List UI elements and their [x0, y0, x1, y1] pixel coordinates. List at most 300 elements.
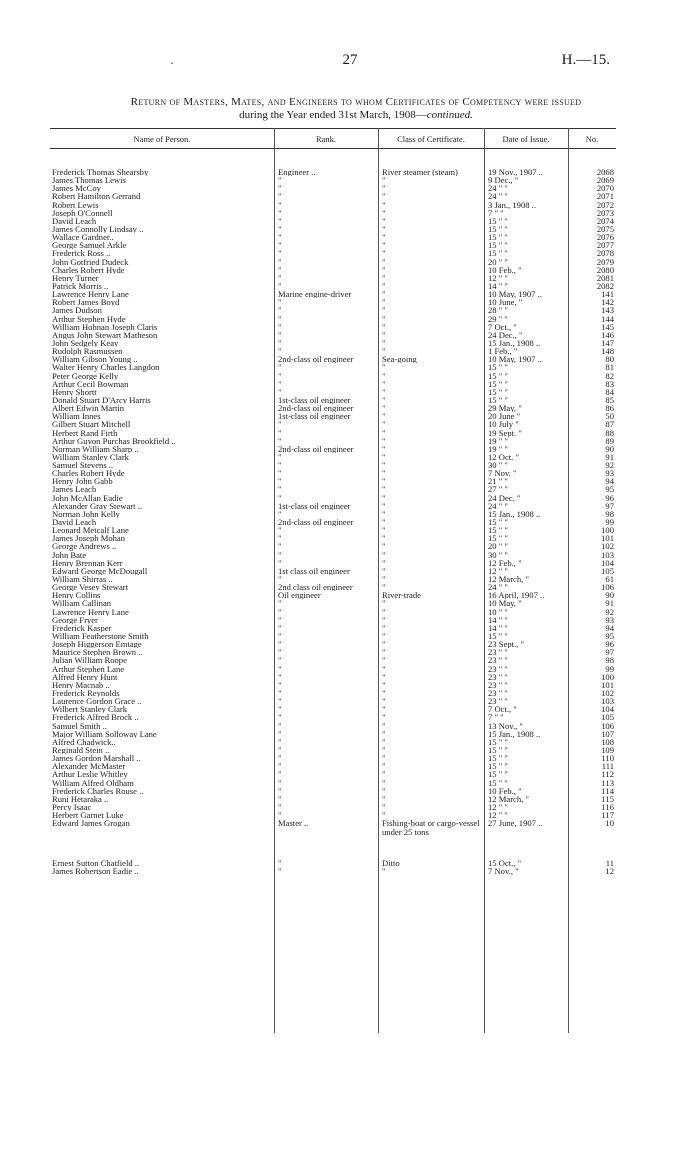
table-row — [50, 168, 616, 176]
person-name: Henry Macnab .. — [52, 680, 110, 690]
date-of-issue: 12 March, " — [488, 575, 529, 584]
person-name: Samuel Stevens .. — [52, 461, 114, 470]
rank: " — [278, 794, 282, 803]
rank: Oil engineer — [278, 591, 321, 600]
certificate-class: " — [382, 672, 386, 681]
person-name: Donald Stuart D'Arcy Harris — [52, 395, 151, 405]
person-name: Herbert Rand Firth — [52, 428, 118, 437]
table-row — [50, 510, 616, 518]
certificate-class: " — [382, 721, 386, 730]
certificate-number: 90 — [605, 591, 614, 600]
certificate-number: 80 — [605, 355, 614, 364]
date-of-issue: 20 " " — [488, 542, 508, 551]
certificate-number: 117 — [601, 811, 614, 820]
certificate-class: " — [382, 534, 386, 543]
certificate-class: " — [382, 640, 386, 649]
table-row — [50, 779, 616, 787]
title-line-2 — [50, 109, 662, 122]
person-name: Arthur Guyon Purchas Brookfield .. — [52, 436, 176, 445]
certificate-class: " — [382, 656, 386, 665]
rank: " — [278, 623, 282, 633]
table-row — [50, 225, 616, 233]
person-name: Reginald Stein .. — [52, 745, 110, 755]
rank: " — [278, 452, 282, 462]
certificate-class: " — [382, 542, 386, 551]
certificate-number: 112 — [601, 770, 614, 779]
person-name: George Samuel Arkle — [52, 241, 127, 250]
certificate-number: 99 — [605, 518, 614, 527]
rank: " — [278, 672, 282, 681]
certificate-number: 95 — [605, 485, 614, 494]
person-name: Runi Hetaraka .. — [52, 794, 109, 803]
date-of-issue: 10 June, " — [488, 298, 523, 307]
rank: " — [278, 656, 282, 665]
certificate-number: 93 — [605, 469, 614, 478]
certificate-class: " — [382, 615, 386, 624]
rank: " — [278, 379, 282, 388]
person-name: Alexander McMaster — [52, 762, 126, 771]
date-of-issue: 10 Feb., " — [488, 786, 522, 795]
table-row — [50, 388, 616, 396]
certificate-class: " — [382, 623, 386, 633]
row-gap — [50, 847, 616, 859]
rank: " — [278, 306, 282, 315]
certificate-number: 97 — [605, 501, 614, 510]
table-title — [50, 96, 662, 122]
certificate-class: " — [382, 729, 386, 738]
person-name: Robert Lewis — [52, 200, 99, 209]
table-row — [50, 754, 616, 762]
certificate-class: " — [382, 314, 386, 323]
table-row — [50, 591, 616, 599]
table-row — [50, 274, 616, 282]
certificate-number: 116 — [601, 802, 614, 812]
person-name: Edward George McDougall — [52, 566, 148, 576]
certificate-number: 108 — [601, 737, 614, 746]
certificate-class: " — [382, 281, 386, 291]
certificate-number: 98 — [605, 509, 614, 519]
table-row — [50, 209, 616, 217]
column-header-rank: Rank. — [315, 134, 337, 144]
certificate-class: " — [382, 290, 386, 299]
date-of-issue: 30 " " — [488, 461, 508, 470]
certificate-number: 10 — [605, 819, 614, 828]
date-of-issue: 19 " " — [488, 444, 508, 453]
table-row — [50, 331, 616, 339]
table-row — [50, 494, 616, 502]
table-row — [50, 867, 616, 875]
certificate-number: 105 — [601, 713, 614, 722]
table-row — [50, 266, 616, 274]
title-line-1: Return of Masters, Mates, and Engineers to whom Certificates of Competency were issued — [130, 96, 582, 108]
date-of-issue: 12 " " — [488, 566, 508, 576]
certificate-class: " — [382, 265, 386, 274]
table-row — [50, 372, 616, 380]
table-row — [50, 241, 616, 249]
certificate-number: 144 — [601, 314, 614, 323]
rank: Master .. — [278, 819, 309, 828]
table-row — [50, 249, 616, 257]
table-row — [50, 681, 616, 689]
certificate-number: 91 — [605, 452, 614, 462]
rank: 2nd-class oil engineer — [278, 444, 354, 453]
person-name: William Featherstone Smith — [52, 632, 149, 641]
person-name: William Hohnan Joseph Claris — [52, 322, 158, 331]
table-row — [50, 762, 616, 770]
rank: " — [278, 176, 282, 185]
certificate-class: " — [382, 200, 386, 209]
certificate-number: 105 — [601, 566, 614, 576]
date-of-issue: 15 " " — [488, 216, 508, 225]
table-row — [50, 738, 616, 746]
certificate-number: 94 — [605, 477, 614, 486]
certificate-number: 2077 — [596, 241, 614, 250]
person-name: Henry Brennan Kerr — [52, 558, 123, 567]
certificate-class: " — [382, 395, 386, 405]
certificate-number: 100 — [601, 526, 614, 535]
date-of-issue: 14 " " — [488, 623, 508, 633]
table-row — [50, 859, 616, 867]
rank: 2nd-class oil engineer — [278, 355, 354, 364]
rank: " — [278, 273, 282, 282]
table-row — [50, 722, 616, 730]
rank: " — [278, 493, 282, 502]
date-of-issue: 15 " " — [488, 379, 508, 388]
certificate-number: 104 — [601, 558, 614, 567]
table-row — [50, 608, 616, 616]
certificate-number: 97 — [605, 648, 614, 657]
certificate-number: 107 — [601, 729, 614, 738]
person-name: Frederick Charles Rouse .. — [52, 786, 144, 795]
certificate-class: " — [382, 322, 386, 331]
date-of-issue: 15 " " — [488, 754, 508, 763]
person-name: David Leach — [52, 216, 97, 225]
certificate-number: 2074 — [596, 216, 614, 225]
rank: 2nd-class oil engineer — [278, 404, 354, 413]
person-name: John Gotfried Dudeck — [52, 257, 129, 266]
certificate-class: " — [382, 680, 386, 690]
person-name: Arthur Leslie Whitley — [52, 770, 128, 779]
table-row — [50, 559, 616, 567]
table-row — [50, 298, 616, 306]
rank: " — [278, 477, 282, 486]
rank: " — [278, 338, 282, 348]
rank: " — [278, 241, 282, 250]
table-row — [50, 795, 616, 803]
certificate-class: " — [382, 273, 386, 282]
certificate-class: " — [382, 176, 386, 185]
certificate-number: 82 — [605, 371, 614, 380]
date-of-issue: 15 " " — [488, 737, 508, 746]
rank: " — [278, 330, 282, 339]
date-of-issue: 19 " " — [488, 436, 508, 445]
certificate-number: 103 — [601, 697, 614, 706]
table-row — [50, 713, 616, 721]
table-row — [50, 282, 616, 290]
person-name: William Innes — [52, 412, 101, 421]
person-name: John Sedgely Keay — [52, 338, 119, 348]
rank: " — [278, 550, 282, 559]
date-of-issue: 15 " " — [488, 371, 508, 380]
person-name: Frederick Thomas Shearsby — [52, 168, 149, 177]
certificate-number: 102 — [601, 689, 614, 698]
certificate-class: " — [382, 298, 386, 307]
certificate-number: 91 — [605, 599, 614, 608]
certificate-class: " — [382, 501, 386, 510]
table-row — [50, 290, 616, 298]
certificate-class: " — [382, 802, 386, 812]
date-of-issue: 19 Nov., 1907 .. — [488, 168, 544, 177]
certificate-class: River steamer (steam) — [382, 168, 458, 177]
certificate-number: 2079 — [596, 257, 614, 266]
table-row — [50, 567, 616, 575]
certificate-number: 2075 — [596, 224, 614, 234]
certificate-number: 95 — [605, 632, 614, 641]
person-name: Edward James Grogan — [52, 819, 130, 828]
certificate-number: 2068 — [596, 168, 614, 177]
date-of-issue: 14 " " — [488, 281, 508, 291]
date-of-issue: 15 " " — [488, 387, 508, 396]
date-of-issue: 15 " " — [488, 770, 508, 779]
certificate-number: 147 — [601, 338, 614, 348]
person-name: Joseph Higgerson Emtage — [52, 640, 142, 649]
person-name: Frederick Kasper — [52, 623, 112, 633]
rank: " — [278, 184, 282, 193]
certificate-class: " — [382, 745, 386, 755]
table-row — [50, 217, 616, 225]
person-name: William Shirras .. — [52, 575, 113, 584]
person-name: William Alfred Oldham — [52, 778, 134, 787]
rank: " — [278, 542, 282, 551]
person-name: Henry Shortt — [52, 387, 97, 396]
certificate-class: River-trade — [382, 591, 421, 600]
certificate-class: " — [382, 469, 386, 478]
date-of-issue: 12 " " — [488, 273, 508, 282]
date-of-issue: 27 June, 1907 .. — [488, 819, 543, 828]
table-row — [50, 453, 616, 461]
date-of-issue: 15 Jan., 1908 .. — [488, 338, 541, 348]
date-of-issue: 7 " " — [488, 208, 504, 217]
rank: 1st class oil engineer — [278, 566, 350, 576]
certificate-class: " — [382, 770, 386, 779]
person-name: Ernest Sutton Chatfield .. — [52, 859, 140, 868]
certificate-class: " — [382, 404, 386, 413]
date-of-issue: 14 " " — [488, 615, 508, 624]
rank: " — [278, 811, 282, 820]
table-row — [50, 420, 616, 428]
rank: " — [278, 534, 282, 543]
person-name: Wilbert Stanley Clark — [52, 705, 128, 714]
certificate-class: " — [382, 387, 386, 396]
rank: 1st-class oil engineer — [278, 412, 351, 421]
rank: " — [278, 648, 282, 657]
rank: " — [278, 599, 282, 608]
certificate-class: " — [382, 233, 386, 242]
certificate-class: " — [382, 737, 386, 746]
certificate-class: " — [382, 412, 386, 421]
certificate-class: " — [382, 599, 386, 608]
rank: Engineer .. — [278, 168, 316, 177]
person-name: Patrick Morris .. — [52, 281, 109, 291]
person-name: Peter George Kelly — [52, 371, 119, 380]
certificate-class: " — [382, 347, 386, 356]
rank: " — [278, 575, 282, 584]
rank: " — [278, 721, 282, 730]
date-of-issue: 16 April, 1907 .. — [488, 591, 545, 600]
certificate-number: 88 — [605, 428, 614, 437]
person-name: Alfred Chadwick.. — [52, 737, 116, 746]
certificate-class: " — [382, 477, 386, 486]
rank: " — [278, 257, 282, 266]
certificate-class: " — [382, 583, 386, 592]
rank: " — [278, 802, 282, 812]
table-row — [50, 306, 616, 314]
certificate-number: 83 — [605, 379, 614, 388]
page-header — [0, 52, 700, 76]
certificate-number: 2081 — [596, 273, 614, 282]
date-of-issue: 24 Dec., " — [488, 330, 523, 339]
rank: " — [278, 615, 282, 624]
person-name: James Connolly Lindsay .. — [52, 224, 144, 234]
date-of-issue: 3 Jan., 1908 .. — [488, 200, 536, 209]
date-of-issue: 15 " " — [488, 762, 508, 771]
date-of-issue: 7 Nov., " — [488, 867, 519, 876]
certificate-class: " — [382, 713, 386, 722]
certificate-class: " — [382, 689, 386, 698]
table-row — [50, 665, 616, 673]
table-row — [50, 673, 616, 681]
date-of-issue: 15 " " — [488, 233, 508, 242]
date-of-issue: 24 " " — [488, 192, 508, 201]
certificate-class: " — [382, 509, 386, 519]
date-of-issue: 20 June " — [488, 412, 521, 421]
table-row — [50, 445, 616, 453]
rank: " — [278, 200, 282, 209]
certificate-number: 2082 — [596, 281, 614, 291]
table-row — [50, 355, 616, 363]
certificate-class: " — [382, 493, 386, 502]
table-row — [50, 412, 616, 420]
certificate-number: 2072 — [596, 200, 614, 209]
rank: 1st-class oil engineer — [278, 501, 351, 510]
certificate-number: 104 — [601, 705, 614, 714]
person-name: David Leach — [52, 518, 97, 527]
rank: " — [278, 387, 282, 396]
certificate-class: " — [382, 306, 386, 315]
table-row — [50, 339, 616, 347]
certificate-class: " — [382, 257, 386, 266]
person-name: Maurice Stephen Brown .. — [52, 648, 143, 657]
certificate-number: 92 — [605, 461, 614, 470]
certificate-number: 2078 — [596, 249, 614, 258]
person-name: Henry Turner — [52, 273, 99, 282]
certificate-number: 98 — [605, 656, 614, 665]
table-row — [50, 176, 616, 184]
date-of-issue: 15 " " — [488, 241, 508, 250]
table-row — [50, 404, 616, 412]
table-row — [50, 819, 616, 847]
table-row — [50, 542, 616, 550]
date-of-issue: 23 " " — [488, 664, 508, 673]
certificate-class: Fishing-boat or cargo-vessel under 25 tons — [382, 819, 480, 838]
table-row — [50, 648, 616, 656]
rank: " — [278, 680, 282, 690]
rank: " — [278, 859, 282, 868]
person-name: Robert James Boyd — [52, 298, 120, 307]
certificate-number: 142 — [601, 298, 614, 307]
column-header-name: Name of Person. — [133, 134, 191, 144]
certificate-number: 113 — [601, 778, 614, 787]
certificate-class: " — [382, 558, 386, 567]
rank: " — [278, 729, 282, 738]
certificate-class: " — [382, 241, 386, 250]
certificate-class: " — [382, 811, 386, 820]
table-row — [50, 730, 616, 738]
certificate-number: 100 — [601, 672, 614, 681]
date-of-issue: 15 " " — [488, 745, 508, 755]
title-continued: continued. — [426, 109, 473, 121]
date-of-issue: 23 Sept., " — [488, 640, 524, 649]
person-name: John McAllan Eadie — [52, 493, 123, 502]
table-row — [50, 746, 616, 754]
table-row — [50, 315, 616, 323]
person-name: Frederick Alfred Brock .. — [52, 713, 139, 722]
date-of-issue: 1 Feb., " — [488, 347, 518, 356]
date-of-issue: 20 " " — [488, 257, 508, 266]
certificate-class: " — [382, 575, 386, 584]
table-row — [50, 575, 616, 583]
person-name: Frederick Reynolds — [52, 689, 120, 698]
table-row — [50, 437, 616, 445]
rank: " — [278, 208, 282, 217]
date-of-issue: 24 " " — [488, 184, 508, 193]
date-of-issue: 12 Feb., " — [488, 558, 522, 567]
certificate-class: " — [382, 371, 386, 380]
certificate-class: " — [382, 379, 386, 388]
certificate-class: " — [382, 452, 386, 462]
date-of-issue: 23 " " — [488, 689, 508, 698]
certificate-number: 90 — [605, 444, 614, 453]
person-name: Arthur Stephen Hyde — [52, 314, 126, 323]
date-of-issue: 24 Dec. " — [488, 493, 521, 502]
person-name: Laurence Gordon Grace .. — [52, 697, 142, 706]
rank: " — [278, 737, 282, 746]
table-row — [50, 469, 616, 477]
date-of-issue: 30 " " — [488, 550, 508, 559]
person-name: Norman William Sharp .. — [52, 444, 139, 453]
certificate-number: 86 — [605, 404, 614, 413]
certificate-number: 85 — [605, 395, 614, 405]
date-of-issue: 12 " " — [488, 802, 508, 812]
rank: " — [278, 347, 282, 356]
table-row — [50, 192, 616, 200]
certificate-number: 110 — [601, 754, 614, 763]
table-top-rule — [50, 128, 616, 129]
certificate-number: 96 — [605, 493, 614, 502]
certificate-number: 96 — [605, 640, 614, 649]
person-name: Arthur Stephen Lane — [52, 664, 125, 673]
certificate-number: 92 — [605, 607, 614, 616]
rank: " — [278, 363, 282, 372]
date-of-issue: 29 May, " — [488, 404, 522, 413]
date-of-issue: 10 Feb., " — [488, 265, 522, 274]
person-name: Leonard Metcalf Lane — [52, 526, 129, 535]
table-header-rule — [50, 148, 616, 149]
table-row — [50, 551, 616, 559]
certificate-number: 141 — [601, 290, 614, 299]
certificate-class: " — [382, 705, 386, 714]
table-row — [50, 697, 616, 705]
